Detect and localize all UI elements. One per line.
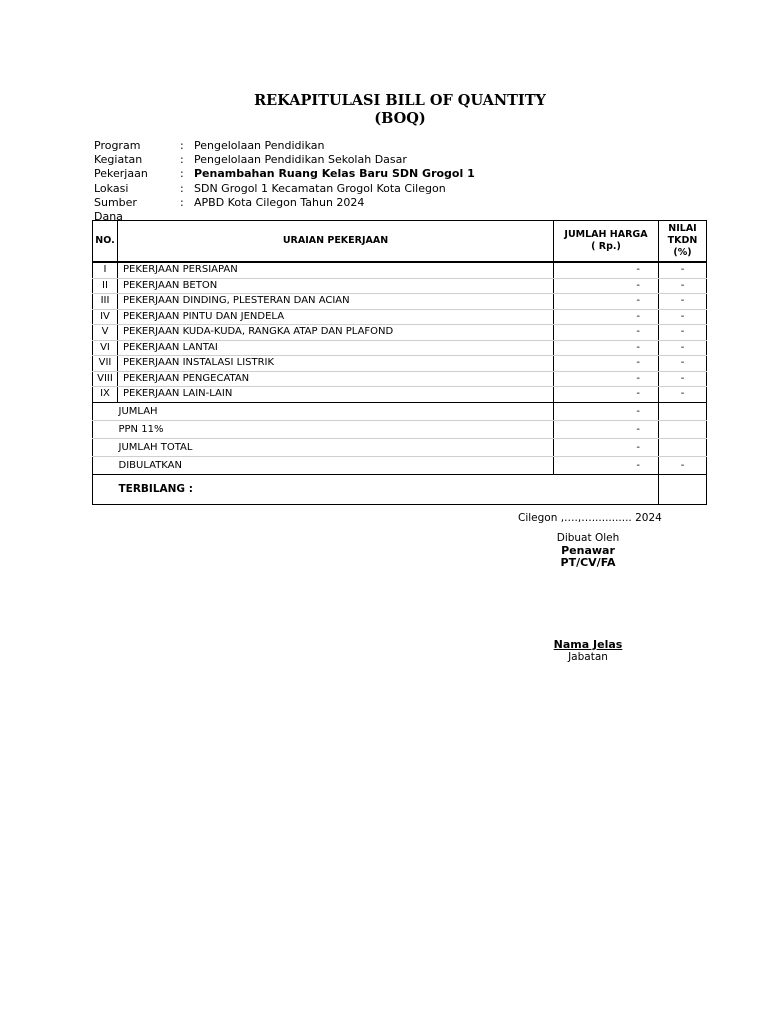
summary-label: JUMLAH TOTAL: [118, 438, 554, 456]
row-desc: PEKERJAAN DINDING, PLESTERAN DAN ACIAN: [118, 294, 554, 310]
row-tkdn: -: [659, 371, 707, 387]
summary-amount: -: [554, 456, 659, 474]
table-row: [93, 387, 707, 403]
summary-label: JUMLAH: [118, 402, 554, 420]
header-tkdn-line2: TKDN: [667, 235, 698, 246]
info-value: SDN Grogol 1 Kecamatan Grogol Kota Cilegon: [194, 181, 446, 195]
row-amount: -: [554, 325, 659, 341]
row-desc: PEKERJAAN BETON: [118, 278, 554, 294]
summary-tkdn: -: [659, 456, 707, 474]
row-desc: PEKERJAAN PERSIAPAN: [118, 262, 554, 278]
info-label: Lokasi: [94, 181, 129, 195]
info-colon: :: [180, 167, 184, 181]
row-no: III: [93, 294, 118, 310]
summary-amount: -: [554, 420, 659, 438]
boq-table: [92, 220, 707, 505]
row-amount: -: [554, 262, 659, 278]
row-no: VIII: [93, 371, 118, 387]
table-row: [93, 262, 707, 278]
row-no: IV: [93, 309, 118, 325]
summary-amount: -: [554, 438, 659, 456]
info-colon: :: [180, 195, 184, 209]
header-jumlah-line1: JUMLAH HARGA: [564, 229, 648, 240]
header-jumlah-harga: [554, 221, 659, 263]
row-no: VI: [93, 340, 118, 356]
table-row: [93, 356, 707, 372]
row-amount: -: [554, 387, 659, 403]
table-row: [93, 371, 707, 387]
row-desc: PEKERJAAN LANTAI: [118, 340, 554, 356]
table-row: [93, 294, 707, 310]
header-tkdn: [659, 221, 707, 263]
header-tkdn-line3: (%): [673, 247, 692, 258]
summary-label: PPN 11%: [118, 420, 554, 438]
info-value: Pengelolaan Pendidikan: [194, 139, 325, 152]
info-value: Penambahan Ruang Kelas Baru SDN Grogol 1: [194, 167, 475, 181]
row-desc: PEKERJAAN PENGECATAN: [118, 371, 554, 387]
place-date: Cilegon ,….,…............ 2024: [518, 512, 662, 524]
row-no: V: [93, 325, 118, 341]
table-row: [93, 340, 707, 356]
row-desc: PEKERJAAN INSTALASI LISTRIK: [118, 356, 554, 372]
info-value: APBD Kota Cilegon Tahun 2024: [194, 195, 365, 209]
header-uraian: URAIAN PEKERJAAN: [118, 221, 554, 263]
row-tkdn: -: [659, 294, 707, 310]
info-value: Pengelolaan Pendidikan Sekolah Dasar: [194, 153, 407, 167]
row-tkdn: -: [659, 262, 707, 278]
summary-tkdn: [659, 420, 707, 438]
signer-position: Jabatan: [568, 651, 608, 663]
row-desc: PEKERJAAN KUDA-KUDA, RANGKA ATAP DAN PLAFOND: [118, 325, 554, 341]
summary-tkdn: [659, 438, 707, 456]
info-label: Program: [94, 139, 141, 152]
document-title: REKAPITULASI BILL OF QUANTITY: [254, 92, 546, 109]
row-tkdn: -: [659, 278, 707, 294]
table-row: [93, 325, 707, 341]
signer-company: PT/CV/FA: [560, 556, 616, 569]
summary-label: DIBULATKAN: [118, 456, 554, 474]
info-colon: :: [180, 181, 184, 195]
signer-role: Penawar: [561, 544, 615, 557]
row-tkdn: -: [659, 340, 707, 356]
row-amount: -: [554, 371, 659, 387]
summary-row-total: [93, 438, 707, 456]
info-label: Kegiatan: [94, 153, 143, 167]
row-amount: -: [554, 294, 659, 310]
row-no: I: [93, 262, 118, 278]
header-jumlah-line2: ( Rp.): [591, 241, 621, 252]
summary-row-ppn: [93, 420, 707, 438]
table-row: [93, 309, 707, 325]
info-colon: :: [180, 153, 184, 167]
row-no: IX: [93, 387, 118, 403]
table-header-row: [93, 221, 707, 263]
signer-name: Nama Jelas: [553, 638, 623, 651]
summary-row-dibulatkan: [93, 456, 707, 474]
summary-tkdn: [659, 402, 707, 420]
terbilang-label: TERBILANG :: [118, 474, 554, 504]
row-desc: PEKERJAAN PINTU DAN JENDELA: [118, 309, 554, 325]
row-no: VII: [93, 356, 118, 372]
row-tkdn: -: [659, 325, 707, 341]
row-amount: -: [554, 309, 659, 325]
row-amount: -: [554, 356, 659, 372]
header-tkdn-line1: NILAI: [668, 223, 697, 234]
table-row: [93, 278, 707, 294]
row-tkdn: -: [659, 309, 707, 325]
info-label: Pekerjaan: [94, 167, 148, 181]
summary-row-jumlah: [93, 402, 707, 420]
info-colon: :: [180, 139, 184, 152]
row-desc: PEKERJAAN LAIN-LAIN: [118, 387, 554, 403]
terbilang-row: [93, 474, 707, 504]
info-label: Sumber Dana: [94, 195, 137, 223]
header-no: NO.: [93, 221, 118, 263]
row-amount: -: [554, 340, 659, 356]
row-no: II: [93, 278, 118, 294]
row-tkdn: -: [659, 387, 707, 403]
row-tkdn: -: [659, 356, 707, 372]
row-amount: -: [554, 278, 659, 294]
made-by-label: Dibuat Oleh: [556, 532, 620, 544]
summary-amount: -: [554, 402, 659, 420]
document-subtitle: (BOQ): [374, 110, 426, 127]
